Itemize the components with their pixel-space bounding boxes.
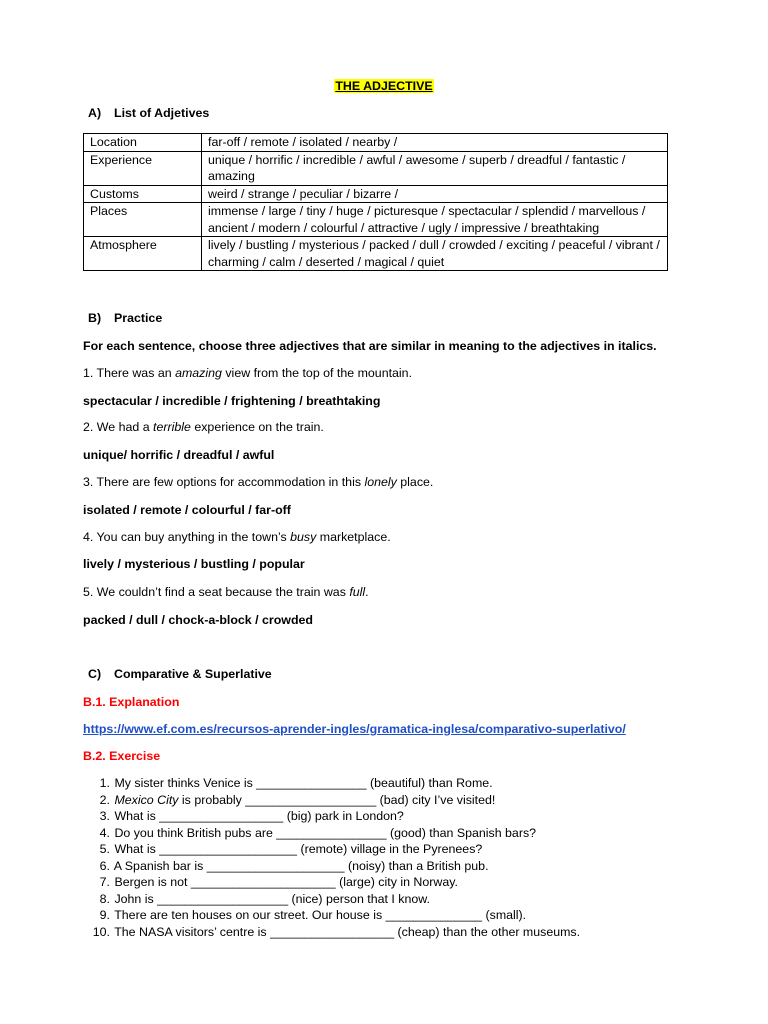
adjective-table <box>83 133 668 271</box>
explanation-link[interactable]: https://www.ef.com.es/recursos-aprender-ingles/gramatica-inglesa/comparativo-superlativo/ <box>83 722 626 736</box>
section-c-heading: C) Comparative & Superlative <box>88 667 272 681</box>
table-category: Places <box>84 203 202 237</box>
practice-options: unique/ horrific / dreadful / awful <box>83 448 275 462</box>
practice-sentence: 5. We couldn’t find a seat because the train was full. <box>83 585 369 599</box>
table-category: Location <box>84 134 202 152</box>
list-item: 4. Do you think British pubs are ________________ (good) than Spanish bars? <box>99 825 537 840</box>
practice-options: packed / dull / chock-a-block / crowded <box>83 613 313 627</box>
list-item: 1. My sister thinks Venice is ________________ (beautiful) than Rome. <box>99 776 493 790</box>
page-title: THE ADJECTIVE <box>335 79 433 93</box>
practice-sentence: 2. We had a terrible experience on the train. <box>83 420 324 434</box>
practice-sentence: 4. You can buy anything in the town’s busy marketplace. <box>83 530 391 544</box>
table-row <box>84 185 668 203</box>
section-b-heading: B) Practice <box>88 311 163 325</box>
practice-sentence: 3. There are few options for accommodation in this lonely place. <box>83 475 434 489</box>
explanation-label: B.1. Explanation <box>83 695 180 709</box>
table-category: Experience <box>84 151 202 185</box>
list-item: 7. Bergen is not _____________________ (large) city in Norway. <box>99 875 458 889</box>
table-row <box>84 134 668 152</box>
practice-options: spectacular / incredible / frightening / breathtaking <box>83 394 381 408</box>
table-row <box>84 237 668 271</box>
table-row <box>84 151 668 185</box>
table-words: lively / bustling / mysterious / packed / dull / crowded / exciting / peaceful / vibrant / charming / calm / deserted / magical / quiet <box>202 237 668 271</box>
table-row <box>84 203 668 237</box>
practice-sentence: 1. There was an amazing view from the top of the mountain. <box>83 366 413 380</box>
list-item: 6. A Spanish bar is ____________________ (noisy) than a British pub. <box>99 858 489 873</box>
table-category: Customs <box>84 185 202 203</box>
list-item: 9. There are ten houses on our street. Our house is ______________ (small). <box>99 908 527 922</box>
practice-instruction: For each sentence, choose three adjectives that are similar in meaning to the adjectives in italics. <box>83 339 657 353</box>
practice-options: lively / mysterious / bustling / popular <box>83 557 305 571</box>
list-item: 5. What is ____________________ (remote) village in the Pyrenees? <box>99 842 483 856</box>
practice-options: isolated / remote / colourful / far-off <box>83 503 291 517</box>
table-words: far-off / remote / isolated / nearby / <box>202 134 668 152</box>
table-words: immense / large / tiny / huge / picturesque / spectacular / splendid / marvellous / ancient / modern / colourful / attractive / ugly / impressive / breathtaking <box>202 203 668 237</box>
table-category: Atmosphere <box>84 237 202 271</box>
table-words: unique / horrific / incredible / awful / awesome / superb / dreadful / fantastic / amazing <box>202 151 668 185</box>
list-item: 3. What is __________________ (big) park in London? <box>99 809 404 823</box>
list-item: 2. Mexico City is probably ___________________ (bad) city I’ve visited! <box>99 792 496 807</box>
exercise-list <box>83 775 580 940</box>
section-a-heading: A) List of Adjetives <box>88 106 210 120</box>
list-item: 8. John is ___________________ (nice) person that I know. <box>99 891 430 906</box>
table-words: weird / strange / peculiar / bizarre / <box>202 185 668 203</box>
exercise-label: B.2. Exercise <box>83 749 161 763</box>
list-item: 10. The NASA visitors’ centre is __________________ (cheap) than the other museums. <box>92 924 581 939</box>
